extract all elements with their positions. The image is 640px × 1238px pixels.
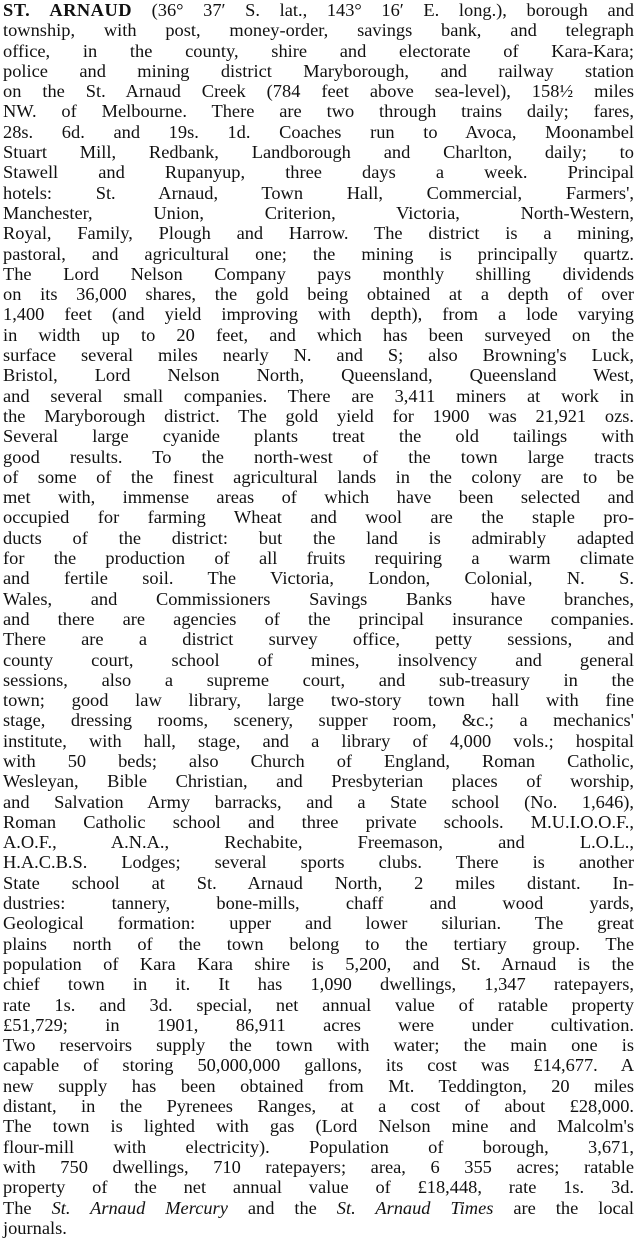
entry-line: sessions, also a supreme court, and sub-treasury in the [3, 669, 634, 690]
entry-line: Bristol, Lord Nelson North, Queensland, Queensland West, [3, 365, 634, 386]
entry-line: county court, school of mines, insolvency and general [3, 649, 634, 670]
entry-line: There are a district survey office, petty sessions, and [3, 629, 634, 650]
entry-line: and Salvation Army barracks, and a State school (No. 1,646), [3, 791, 634, 812]
entry-line: flour-mill with electricity). Population of borough, 3,671, [3, 1136, 634, 1157]
entry-line: Stawell and Rupanyup, three days a week. Principal [3, 162, 634, 183]
entry-line: Several large cyanide plants treat the old tailings with [3, 426, 634, 447]
entry-line: capable of storing 50,000,000 gallons, its cost was £14,677. A [3, 1055, 634, 1076]
entry-line: A.O.F., A.N.A., Rechabite, Freemason, and L.O.L., [3, 832, 634, 853]
entry-line: on the St. Arnaud Creek (784 feet above sea-level), 158½ miles [3, 81, 634, 102]
entry-line: stage, dressing rooms, scenery, supper room, &c.; a mechanics' [3, 710, 634, 731]
newspapers-tail: are the local [493, 1197, 634, 1218]
entry-line: Manchester, Union, Criterion, Victoria, North-Western, [3, 202, 634, 223]
entry-line: pastoral, and agricultural one; the mining is principally quartz. [3, 243, 634, 264]
entry-line: for the production of all fruits requiring a warm climate [3, 548, 634, 569]
entry-line: NW. of Melbourne. There are two through trains daily; fares, [3, 101, 634, 122]
entry-line: institute, with hall, stage, and a library of 4,000 vols.; hospital [3, 730, 634, 751]
entry-line: distant, in the Pyrenees Ranges, at a cost of about £28,000. [3, 1096, 634, 1117]
entry-line: and several small companies. There are 3,411 miners at work in [3, 385, 634, 406]
entry-line: population of Kara Kara shire is 5,200, and St. Arnaud is the [3, 953, 634, 974]
gazetteer-entry [3, 0, 634, 1238]
entry-line: office, in the county, shire and electorate of Kara-Kara; [3, 40, 634, 61]
entry-line: of some of the finest agricultural lands in the colony are to be [3, 466, 634, 487]
entry-closing-line: journals. [3, 1217, 67, 1238]
entry-line: property of the net annual value of £18,448, rate 1s. 3d. [3, 1177, 634, 1198]
entry-line: met with, immense areas of which have been selected and [3, 487, 634, 508]
entry-line: good results. To the north-west of the town large tracts [3, 446, 634, 467]
entry-line: ducts of the district: but the land is admirably adapted [3, 527, 634, 548]
entry-line: and there are agencies of the principal insurance companies. [3, 608, 634, 629]
entry-line: and fertile soil. The Victoria, London, Colonial, N. S. [3, 568, 634, 589]
entry-line: Stuart Mill, Redbank, Landborough and Charlton, daily; to [3, 142, 634, 163]
entry-heading: ST. ARNAUD [3, 0, 133, 20]
entry-line: chief town in it. It has 1,090 dwellings, 1,347 ratepayers, [3, 974, 634, 995]
entry-line: township, with post, money-order, savings bank, and telegraph [3, 20, 634, 41]
entry-line: police and mining district Maryborough, and railway station [3, 60, 634, 81]
newspapers-lead: The [3, 1197, 52, 1218]
entry-line: hotels: St. Arnaud, Town Hall, Commercial, Farmers', [3, 182, 634, 203]
entry-line: in width up to 20 feet, and which has been surveyed on the [3, 324, 634, 345]
entry-line: rate 1s. and 3d. special, net annual value of ratable property [3, 994, 634, 1015]
entry-line-1 [3, 0, 634, 20]
entry-line: £51,729; in 1901, 86,911 acres were under cultivation. [3, 1014, 634, 1035]
entry-line: new supply has been obtained from Mt. Teddington, 20 miles [3, 1075, 634, 1096]
entry-line: The town is lighted with gas (Lord Nelson mine and Malcolm's [3, 1116, 634, 1137]
entry-line: 1,400 feet (and yield improving with depth), from a lode varying [3, 304, 634, 325]
entry-line: plains north of the town belong to the tertiary group. The [3, 933, 634, 954]
entry-line: 28s. 6d. and 19s. 1d. Coaches run to Avoca, Moonambel [3, 121, 634, 142]
entry-line: Wales, and Commissioners Savings Banks have branches, [3, 588, 634, 609]
entry-line-text: (36° 37′ S. lat., 143° 16′ E. long.), borough and [132, 0, 634, 20]
entry-line: occupied for farming Wheat and wool are the staple pro- [3, 507, 634, 528]
entry-line: Geological formation: upper and lower silurian. The great [3, 913, 634, 934]
entry-line: dustries: tannery, bone-mills, chaff and wood yards, [3, 893, 634, 914]
entry-line: surface several miles nearly N. and S; also Browning's Luck, [3, 345, 634, 366]
entry-line: town; good law library, large two-story town hall with fine [3, 690, 634, 711]
entry-line: Roman Catholic school and three private schools. M.U.I.O.O.F., [3, 811, 634, 832]
newspapers-connector: and the [227, 1197, 337, 1218]
entry-line: Wesleyan, Bible Christian, and Presbyterian places of worship, [3, 771, 634, 792]
entry-line: the Maryborough district. The gold yield for 1900 was 21,921 ozs. [3, 405, 634, 426]
entry-line-newspapers [3, 1198, 634, 1218]
entry-line: The Lord Nelson Company pays monthly shilling dividends [3, 263, 634, 284]
newspaper-title-times: St. Arnaud Times [336, 1197, 494, 1218]
newspaper-title-mercury: St. Arnaud Mercury [51, 1197, 228, 1218]
entry-line: on its 36,000 shares, the gold being obtained at a depth of over [3, 284, 634, 305]
entry-line: Two reservoirs supply the town with water; the main one is [3, 1035, 634, 1056]
entry-line: with 50 beds; also Church of England, Roman Catholic, [3, 750, 634, 771]
entry-line: with 750 dwellings, 710 ratepayers; area, 6 355 acres; ratable [3, 1156, 634, 1177]
entry-line: Royal, Family, Plough and Harrow. The district is a mining, [3, 223, 634, 244]
entry-line: H.A.C.B.S. Lodges; several sports clubs. There is another [3, 852, 634, 873]
entry-line: State school at St. Arnaud North, 2 miles distant. In- [3, 872, 634, 893]
